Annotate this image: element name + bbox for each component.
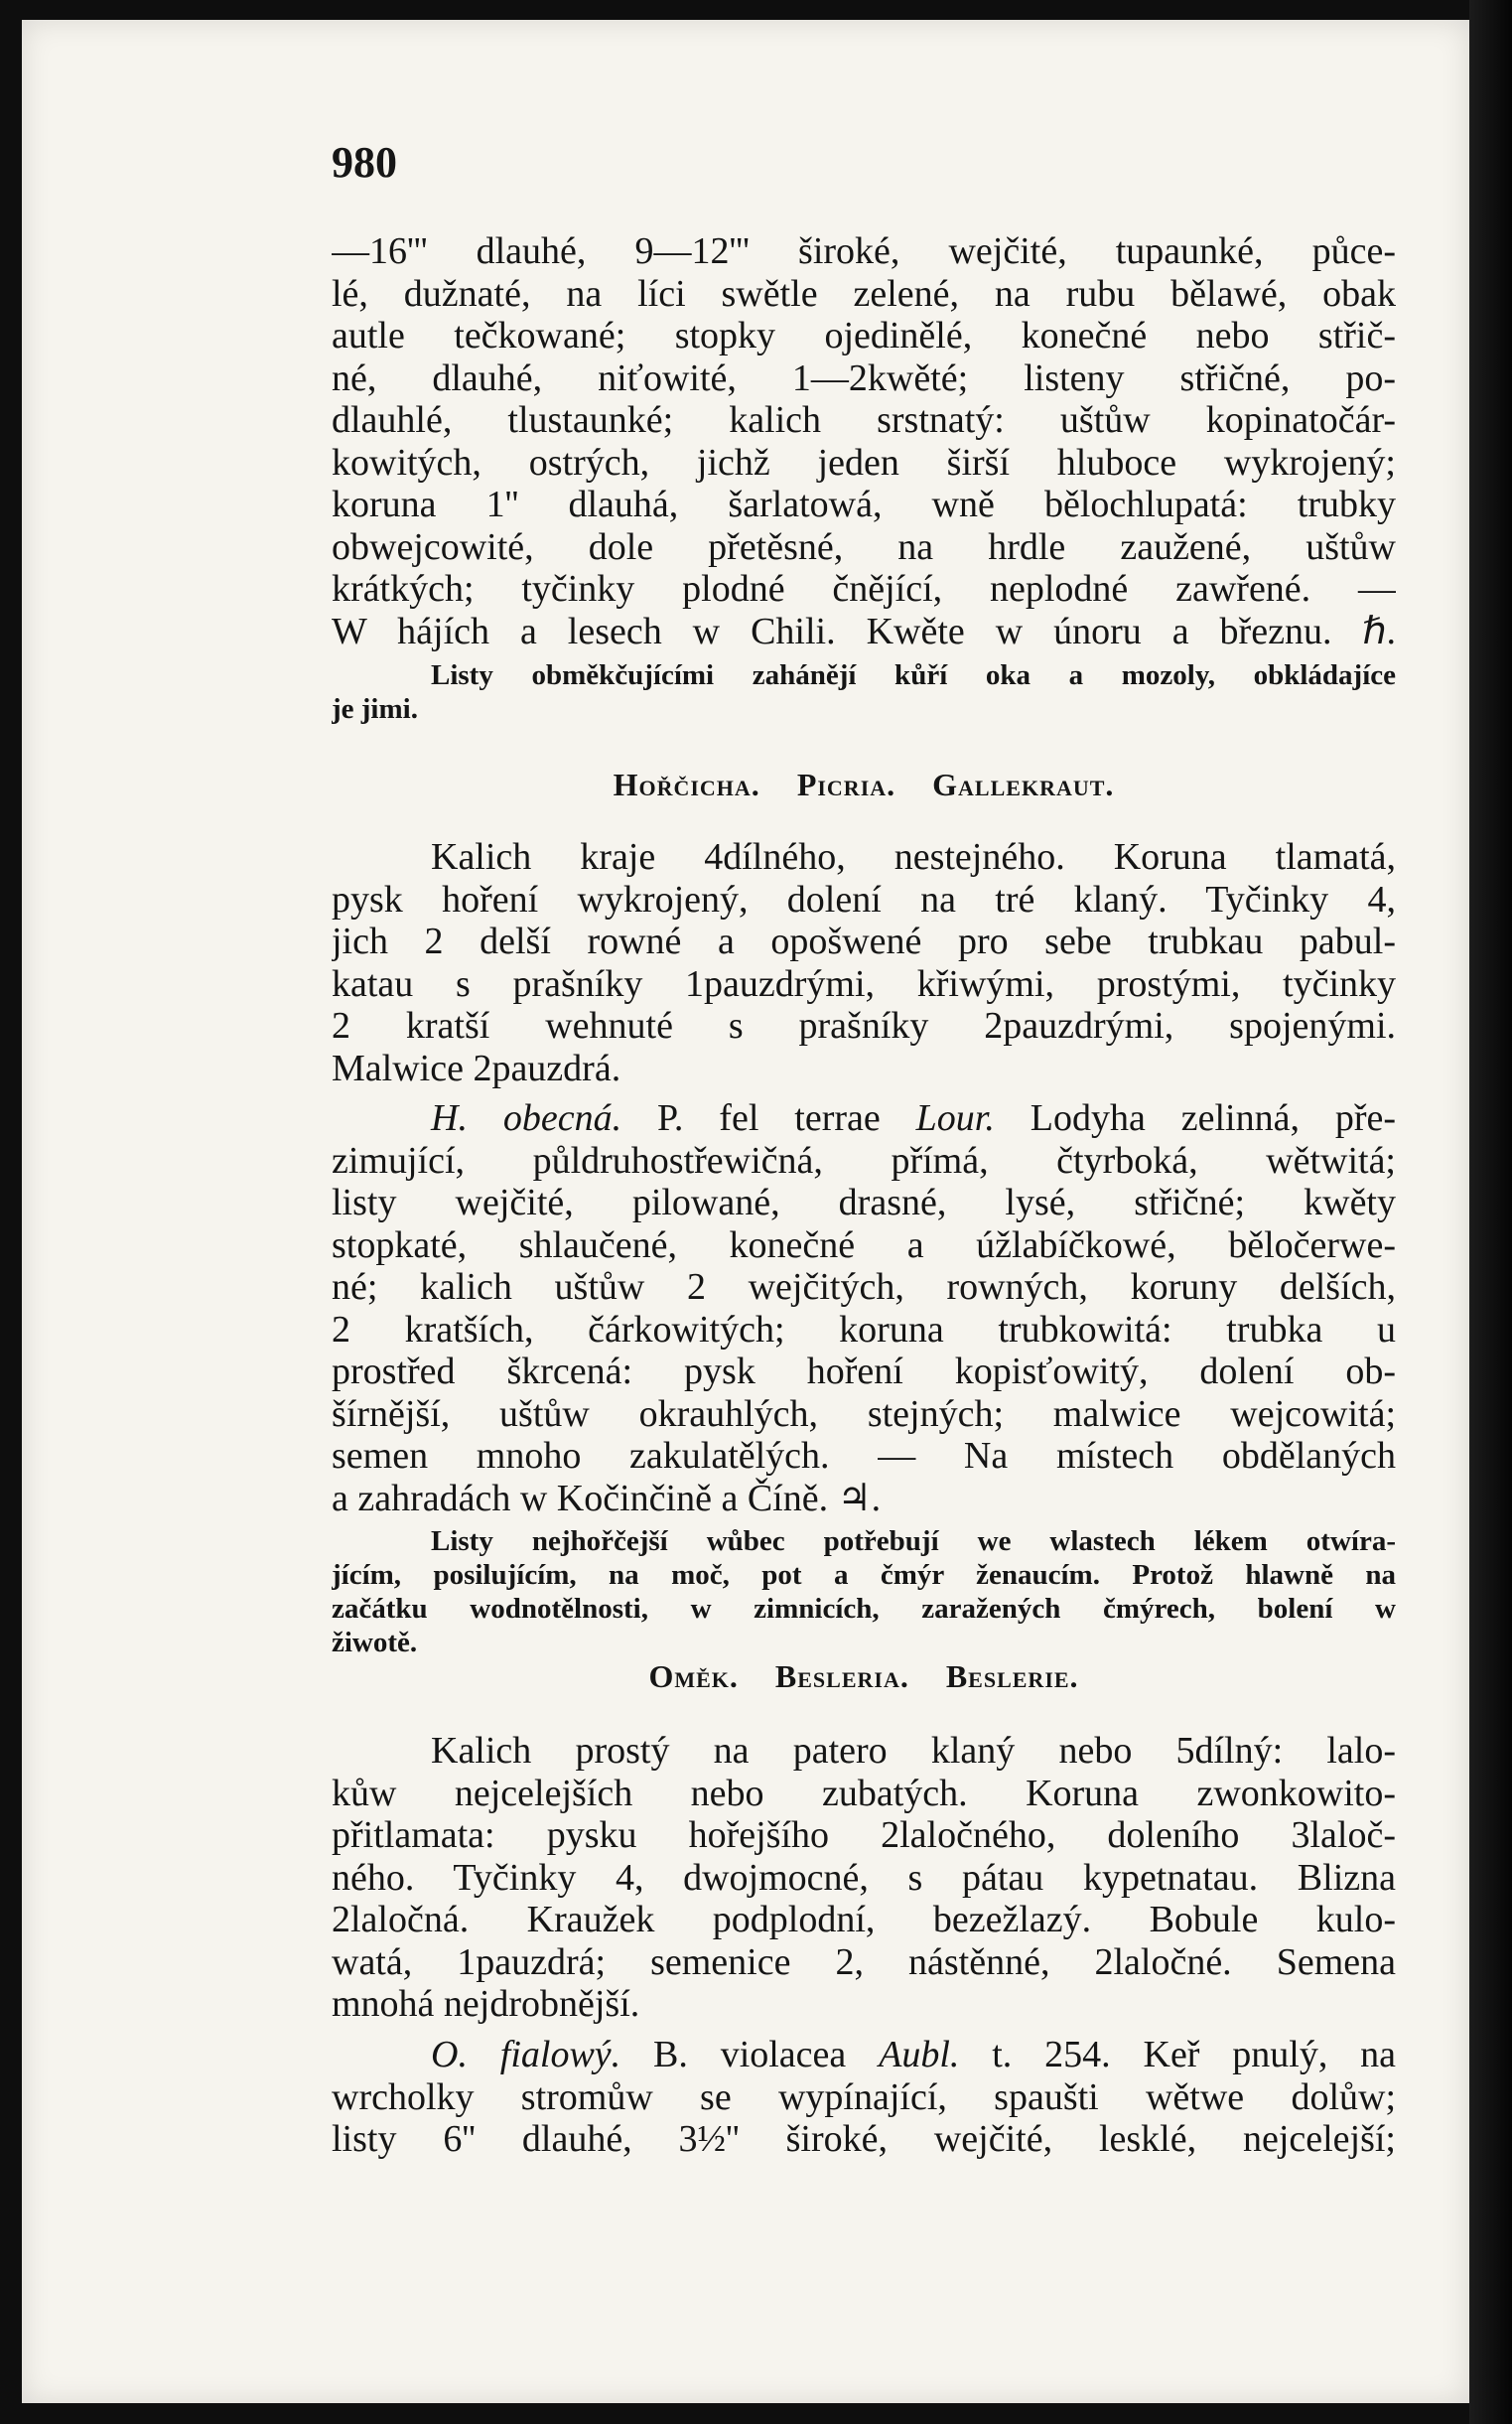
species-text: Keř pnulý, na: [1143, 2034, 1396, 2075]
species-first-line: [332, 1097, 1396, 1140]
text-line: né, dlauhé, niťowité, 1—2kwěté; listeny střičné, po-: [332, 356, 1396, 399]
note-line: Listy nejhořčejší wůbec potřebují we wlastech lékem otwíra-: [431, 1525, 1396, 1557]
genus-name-czech: Oměk.: [648, 1658, 739, 1694]
note-line: začátku wodnotělnosti, w zimnicích, zaražených čmýrech, bolení w: [332, 1593, 1396, 1625]
page-edge: [1469, 0, 1512, 2424]
text-line: —16''' dlauhé, 9—12''' široké, wejčité, tupaunké, půce-: [332, 230, 1396, 272]
species-name-latin: B. violacea: [653, 2034, 847, 2075]
text-line: šírnější, uštůw okrauhlých, stejných; malwice wejcowitá;: [332, 1392, 1396, 1435]
page-number: 980: [332, 138, 397, 187]
genus-heading-picria: [332, 767, 1396, 803]
species-text: Lodyha zelinná, pře-: [1030, 1097, 1396, 1139]
text-line: koruna 1'' dlauhá, šarlatowá, wně bělochlupatá: trubky: [332, 484, 1396, 525]
text-line: Kalich kraje 4dílného, nestejného. Koruna tlamatá,: [431, 836, 1396, 878]
species-plate: t. 254.: [992, 2034, 1111, 2075]
text-line: wrcholky stromůw se wypínající, spaušti wětwe dolůw;: [332, 2075, 1396, 2118]
note-line: Listy obměkčujícími zahánějí kůří oka a mozoly, obkládajíce: [431, 659, 1396, 691]
note-line: jícím, posilujícím, na moč, pot a čmýr ženaucím. Protož hlawně na: [332, 1559, 1396, 1591]
text-line: ného. Tyčinky 4, dwojmocné, s pátau kypetnatau. Blizna: [332, 1856, 1396, 1899]
genus-description-picria: [332, 836, 1396, 1089]
text-line: autle tečkowané; stopky ojedinělé, konečné nebo střič-: [332, 315, 1396, 356]
text-line: lé, dužnaté, na líci swětle zelené, na rubu bělawé, obak: [332, 272, 1396, 315]
species-first-line: [332, 2034, 1396, 2076]
text-line: kůw nejcelejších nebo zubatých. Koruna zwonkowito-: [332, 1772, 1396, 1814]
text-line: watá, 1pauzdrá; semenice 2, nástěnné, 2laločné. Semena: [332, 1940, 1396, 1983]
text-line: dlauhlé, tlustaunké; kalich srstnatý: uštůw kopinatočár-: [332, 399, 1396, 441]
text-line: stopkaté, shlaučené, konečné a úžlabíčkowé, běločerwe-: [332, 1223, 1396, 1266]
species-name-latin: P. fel terrae: [656, 1097, 881, 1139]
text-line: W hájích a lesech w Chili. Kwěte w únoru a březnu. ℏ.: [332, 610, 1396, 652]
text-line: listy 6'' dlauhé, 3½'' široké, wejčité, lesklé, nejcelejší;: [332, 2118, 1396, 2160]
note-usage-1: [332, 658, 1396, 726]
text-line: kowitých, ostrých, jichž jeden širší hluboce wykrojený;: [332, 441, 1396, 484]
genus-name-german: Gallekraut.: [932, 767, 1115, 802]
species-name-czech: H. obecná.: [431, 1097, 622, 1139]
text-line: Malwice 2pauzdrá.: [332, 1047, 621, 1089]
species-author: Aubl.: [879, 2034, 960, 2075]
text-line: a zahradách w Kočinčině a Číně. ♃.: [332, 1477, 882, 1519]
text-line: Kalich prostý na patero klaný nebo 5dílný: lalo-: [431, 1730, 1396, 1772]
note-usage-2: [332, 1524, 1396, 1659]
genus-name-latin: Picria.: [796, 767, 896, 802]
species-author: Lour.: [915, 1097, 995, 1139]
text-line: jich 2 delší rowné a opošwené pro sebe trubkau pabul-: [332, 921, 1396, 962]
text-line: obwejcowité, dole přetěsné, na hrdle zaužené, uštůw: [332, 525, 1396, 568]
text-line: 2 kratších, čárkowitých; koruna trubkowitá: trubka u: [332, 1308, 1396, 1351]
note-line: žiwotě.: [332, 1627, 418, 1658]
text-line: né; kalich uštůw 2 wejčitých, rowných, koruny delších,: [332, 1266, 1396, 1308]
text-line: krátkých; tyčinky plodné čnějící, neplodné zawřené. —: [332, 568, 1396, 610]
genus-name-latin: Besleria.: [774, 1658, 909, 1694]
note-line: je jimi.: [332, 693, 418, 725]
genus-heading-besleria: [332, 1658, 1396, 1695]
text-line: přitlamata: pysku hořejšího 2laločného, doleního 3laloč-: [332, 1814, 1396, 1856]
species-name-czech: O. fialowý.: [431, 2034, 621, 2075]
text-line: pysk hoření wykrojený, dolení na tré klaný. Tyčinky 4,: [332, 878, 1396, 921]
text-line: katau s prašníky 1pauzdrými, křiwými, prostými, tyčinky: [332, 962, 1396, 1005]
text-line: 2laločná. Kraužek podplodní, bezežlazý. Bobule kulo-: [332, 1899, 1396, 1940]
text-line: mnohá nejdrobnější.: [332, 1983, 640, 2025]
text-line: semen mnoho zakulatělých. — Na místech obdělaných: [332, 1435, 1396, 1477]
text-line: listy wejčité, pilowané, drasné, lysé, střičné; kwěty: [332, 1182, 1396, 1223]
species-entry-picria-fel-terrae: [332, 1097, 1396, 1519]
paragraph-continuation: [332, 230, 1396, 652]
genus-name-german: Beslerie.: [945, 1658, 1079, 1694]
species-entry-besleria-violacea: [332, 2034, 1396, 2161]
genus-name-czech: Hořčicha.: [613, 767, 760, 802]
genus-description-besleria: [332, 1730, 1396, 2026]
text-line: 2 kratší wehnuté s prašníky 2pauzdrými, spojenými.: [332, 1005, 1396, 1047]
text-line: prostřed škrcená: pysk hoření kopisťowitý, dolení ob-: [332, 1351, 1396, 1392]
text-line: zimující, půldruhostřewičná, přímá, čtyrboká, wětwitá;: [332, 1139, 1396, 1182]
